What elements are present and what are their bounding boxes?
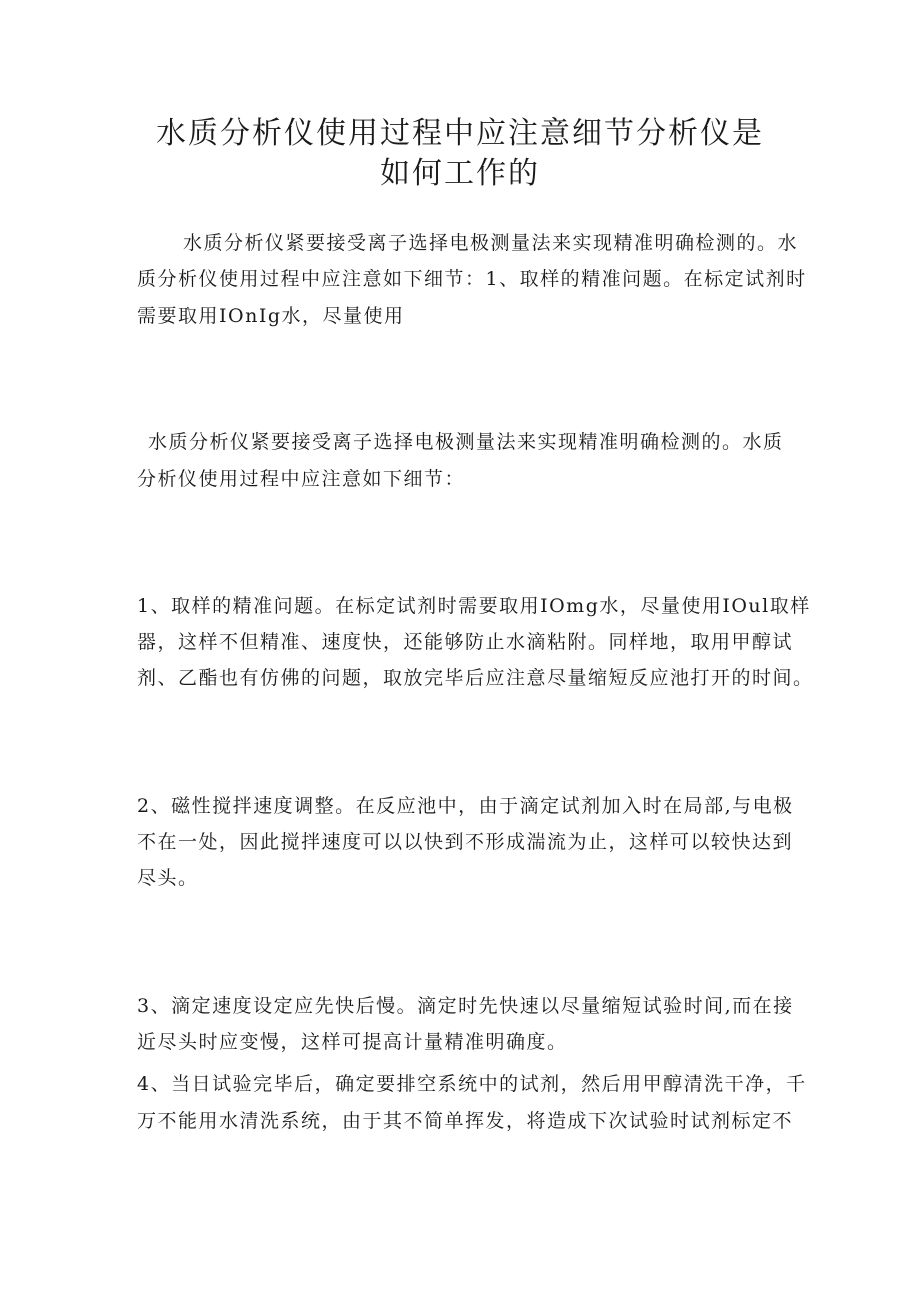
intro-line-2: 分析仪使用过程中应注意如下细节： — [137, 468, 466, 490]
item-3-line-1: 3、滴定速度设定应先快后慢。滴定时先快速以尽量缩短试验时间,而在接 — [137, 995, 794, 1017]
item-4-line-2: 万不能用水清洗系统，由于其不简单挥发，将造成下次试验时试剂标定不 — [137, 1110, 794, 1132]
summary-line-1: 水质分析仪紧要接受离子选择电极测量法来实现精准明确检测的。水 — [183, 232, 799, 254]
item-2-line-2: 不在一处，因此搅拌速度可以以快到不形成湍流为止，这样可以较快达到 — [137, 831, 794, 853]
item-2-line-1: 2、磁性搅拌速度调整。在反应池中，由于滴定试剂加入时在局部,与电极 — [137, 795, 794, 817]
document-title-line-1: 水质分析仪使用过程中应注意细节分析仪是 — [156, 116, 764, 151]
item-4-line-1: 4、当日试验完毕后，确定要排空系统中的试剂，然后用甲醇清洗干净，千 — [137, 1073, 807, 1095]
document-title-line-2: 如何工作的 — [380, 156, 540, 191]
item-1-line-1: 1、取样的精准问题。在标定试剂时需要取用IOmg水，尽量使用IOul取样 — [137, 595, 811, 617]
item-2-line-3: 尽头。 — [137, 867, 199, 889]
item-1-line-3: 剂、乙酯也有仿佛的问题，取放完毕后应注意尽量缩短反应池打开的时间。 — [137, 667, 814, 689]
item-3-line-2: 近尽头时应变慢，这样可提高计量精准明确度。 — [137, 1031, 568, 1053]
summary-line-3: 需要取用IOnIg水，尽量使用 — [137, 305, 405, 327]
summary-line-2: 质分析仪使用过程中应注意如下细节：1、取样的精准问题。在标定试剂时 — [137, 268, 807, 290]
item-1-line-2: 器，这样不但精准、速度快，还能够防止水滴粘附。同样地，取用甲醇试 — [137, 631, 794, 653]
intro-line-1: 水质分析仪紧要接受离子选择电极测量法来实现精准明确检测的。水质 — [148, 431, 784, 453]
